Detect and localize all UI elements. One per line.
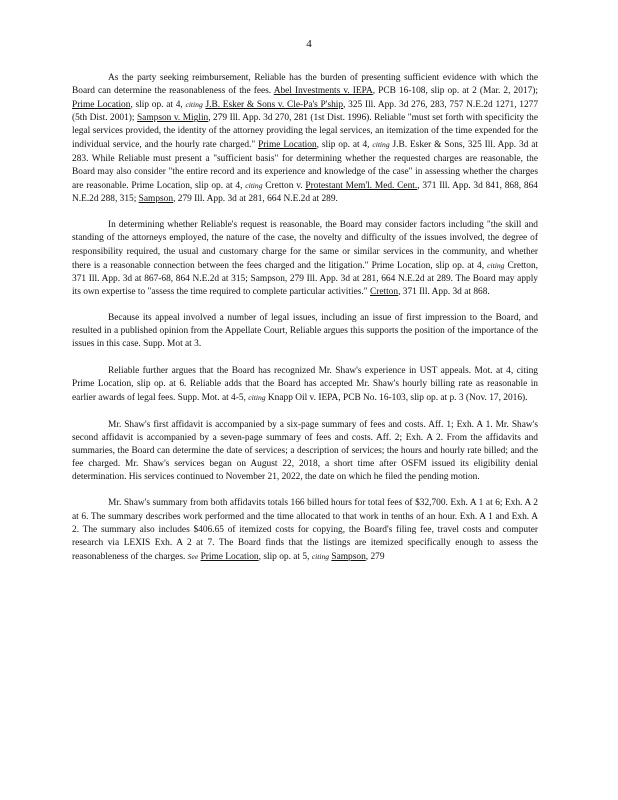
case-citation: Prime Location [200,551,259,562]
case-citation: Prime Location [72,100,131,111]
text-run: , slip op. at 4, [130,100,186,111]
text-run: Cretton, 371 Ill. App. 3d at 867-68, 864 N.E.2d at 315; Sampson, 279 Ill. App. 3d at 281, 664 N.E.2d at 289. The Board may apply its own expertise to "assess the time required to complete particular activities." [72,260,538,297]
italic-signal: citing [311,551,330,561]
case-citation: Protestant Mem'l. Med. Cent. [305,180,418,191]
paragraph-fee-summary [72,497,538,563]
case-citation: Sampson [331,551,366,562]
text-run: , slip op. at 4, [316,140,373,151]
text-run: , 279 Ill. App. 3d 270, 281 (1st Dist. 1996). Reliable "must set forth with specificity the legal services provided, the identity of the attorney providing the legal services, an itemization of the time expended for the individual service, and the hourly rate charged." [72,113,538,151]
document-body [72,72,538,577]
italic-signal: citing [487,260,505,270]
case-citation: Abel Investments v. IEPA [273,86,373,97]
text-run: , 325 Ill. App. 3d 276, 283, 757 N.E.2d 1271, 1277 (5th Dist. 2001); [72,100,539,124]
case-citation: J.B. Esker & Sons v. Cle-Pa's P'ship [205,100,344,111]
paragraph-attorney-experience [72,365,538,405]
italic-signal: citing [248,393,266,403]
text-run: J.B. Esker & Sons, 325 Ill. App. 3d at 283. While Reliable must present a "sufficient basis" for determining whether the requested charges are reasonable, the Board may also consider "the entire record and its experience and knowledge of the case" in assessing whether the charges are reasonable. Prime Location, slip op. at 4, [72,140,538,191]
case-citation: Sampson [138,193,174,204]
italic-signal: citing [245,180,263,190]
italic-signal: See [187,551,199,561]
text-run: , 371 Ill. App. 3d at 868. [398,286,490,297]
text-run: , 279 [365,551,385,562]
paragraph-affidavits [72,419,538,484]
text-run: , 279 Ill. App. 3d at 281, 664 N.E.2d at 289. [173,193,338,204]
text-run: , slip op. at 5, [258,551,312,562]
text-run: , 371 Ill. App. 3d 841, 868, 864 N.E.2d 288, 315; [72,180,538,204]
text-run: Because its appeal involved a number of legal issues, including an issue of first impression to the Board, and resulted in a published opinion from the Appellate Court, Reliable argues this supports the position of the importance of the issues in this case. Supp. Mot at 3. [72,313,538,350]
paragraph-reasonableness-factors [72,219,538,299]
text-run: Cretton v. [262,180,306,191]
italic-signal: citing [185,100,203,110]
text-run: , PCB 16-108, slip op. at 2 (Mar. 2, 2017); [372,86,538,97]
italic-signal: citing [372,140,390,150]
case-citation: Cretton [369,286,399,297]
paragraph-burden-of-proof [72,72,538,206]
page-number: 4 [306,38,312,50]
text-run: Mr. Shaw's summary from both affidavits totals 166 billed hours for total fees of $32,700. Exh. A 1 at 6; Exh. A 2 at 6. The summary describes work performed and the time allocated to that work in tenths of an hour. Exh. A 1 and Exh. A 2. The summary also includes $406.65 of itemized costs for copying, the Board's filing fee, travel costs and computer research via LEXIS Exh. A 2 at 7. The Board finds that the listings are itemized specifically enough to assess the reasonableness of the charges. [72,498,538,562]
case-citation: Sampson v. Miglin [136,113,209,124]
text-run: Reliable further argues that the Board has recognized Mr. Shaw's experience in UST appeals. Mot. at 4, citing Prime Location, slip op. at 6. Reliable adds that the Board has accepted Mr. Shaw's hourly billing rate as reasonable in earlier awards of legal fees. Supp. Mot. at 4-5, [72,365,538,404]
text-run: Mr. Shaw's first affidavit is accompanied by a six-page summary of fees and costs. Aff. 1; Exh. A 1. Mr. Shaw's second affidavit is accompanied by a seven-page summary of fees and costs. Aff. 2; Exh. A 2. From the affidavits and summaries, the Board can determine the date of services; a description of services; the hours and hourly rate billed; and the fee charged. Mr. Shaw's services began on August 22, 2018, a short time after OSFM issued its eligibility denial determination. His services continued to November 21, 2022, the date on which he filed the pending motion. [72,419,538,482]
text-run: Knapp Oil v. IEPA, PCB No. 16-103, slip op. at p. 3 (Nov. 17, 2016). [265,393,528,404]
text-run: In determining whether Reliable's request is reasonable, the Board may consider factors including "the skill and standing of the attorneys employed, the nature of the case, the novelty and difficulty of the issues involved, the degree of responsibility required, the usual and customary charge for the same or similar services in the community, and whether there is a reasonable connection between the fees charged and the litigation." Prime Location, slip op. at 4, [72,220,538,271]
text-run: As the party seeking reimbursement, Reliable has the burden of presenting sufficient evidence with which the Board can determine the reasonableness of the fees. [72,73,538,97]
paragraph-importance-of-issues [72,312,538,351]
case-citation: Prime Location [258,140,317,151]
